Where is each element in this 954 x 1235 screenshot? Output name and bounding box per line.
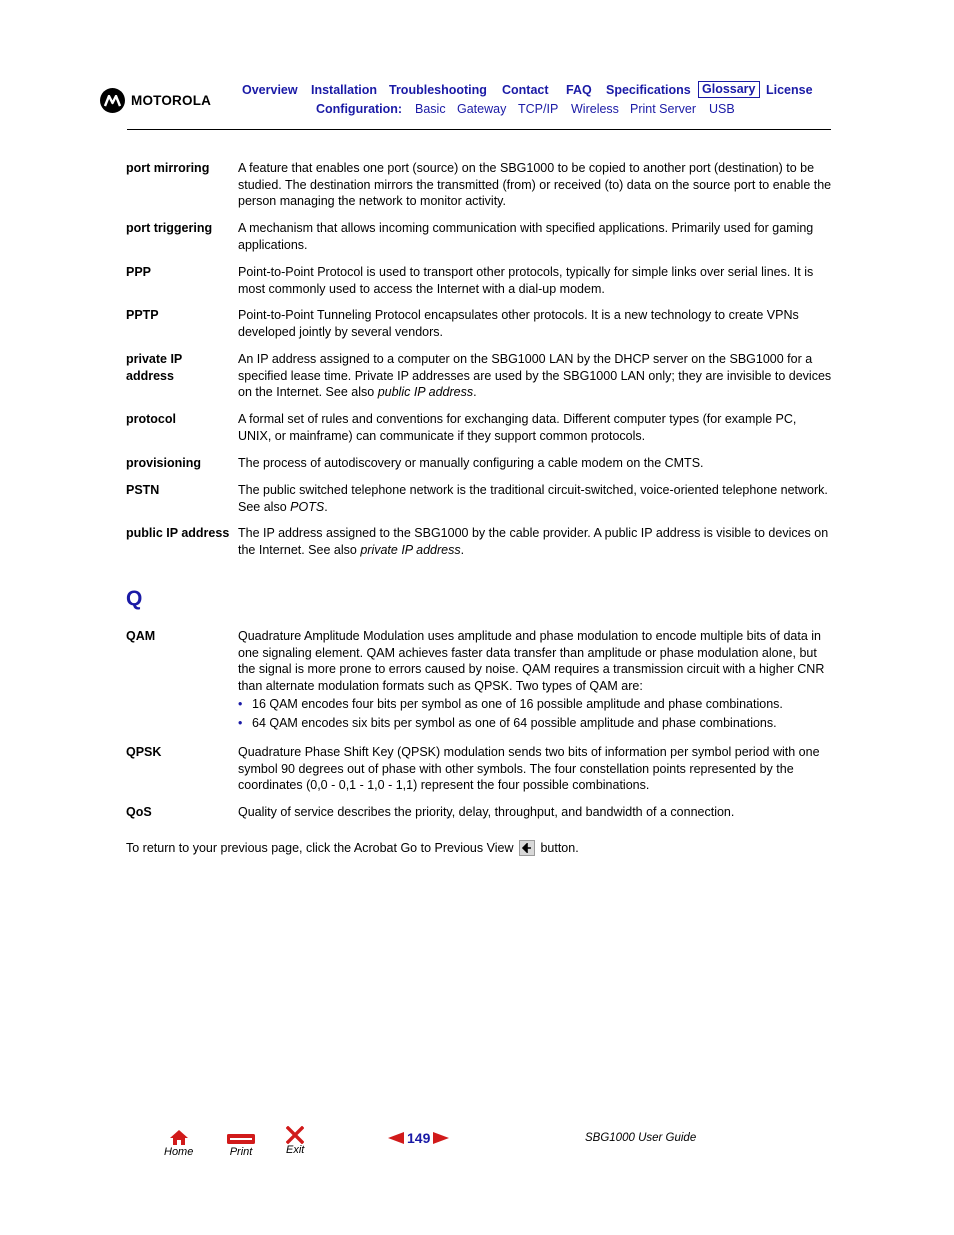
- nav-print-server[interactable]: Print Server: [630, 102, 696, 116]
- nav-basic[interactable]: Basic: [415, 102, 446, 116]
- definition-end: .: [473, 385, 477, 400]
- glossary-term: port mirroring: [126, 161, 210, 175]
- nav-contact[interactable]: Contact: [502, 83, 549, 97]
- list-item-text: 64 QAM encodes six bits per symbol as one of 64 possible amplitude and phase combinations.: [252, 715, 777, 730]
- glossary-definition: A mechanism that allows incoming communication with specified applications. Primarily used for gaming applications.: [238, 221, 814, 252]
- glossary-term: QAM: [126, 629, 156, 643]
- definition-text: An IP address assigned to a computer on the SBG1000 LAN by the DHCP server on the SBG1000 for a specified lease time. Private IP addresses are used by the SBG1000 LAN only; they are invisible to devices on the Internet. See also: [238, 352, 832, 400]
- glossary-term: protocol: [126, 412, 176, 426]
- nav-usb[interactable]: USB: [709, 102, 735, 116]
- definition-end: .: [460, 542, 465, 557]
- glossary-definition: A feature that enables one port (source) on the SBG1000 to be copied to another port (destination) to be studied. The destination mirrors the transmitted (from) or received (to) data on the source port to enable the person managing the network to monitor activity.: [238, 161, 832, 209]
- printer-icon: [226, 1132, 256, 1146]
- see-also-link[interactable]: public IP address: [377, 385, 474, 400]
- glossary-definition: A formal set of rules and conventions for exchanging data. Different computer types (for example PC, UNIX, or mainframe) can communicate if they support common protocols.: [238, 412, 797, 443]
- close-icon: [286, 1126, 304, 1144]
- glossary-term: QPSK: [126, 745, 162, 759]
- nav-license[interactable]: License: [766, 83, 813, 97]
- glossary-definition: Quadrature Phase Shift Key (QPSK) modulation sends two bits of information per symbol period with one symbol 90 degrees out of phase with other symbols. The four constellation points represented by the coordinates (0,0 - 0,1 - 1,0 - 1,1) represent the four possible combinations.: [238, 745, 820, 793]
- glossary-term: PPP: [126, 265, 152, 279]
- list-item-text: 16 QAM encodes four bits per symbol as one of 16 possible amplitude and phase combinations.: [252, 697, 783, 712]
- nav-tcpip[interactable]: TCP/IP: [518, 102, 559, 116]
- glossary-term: public IP address: [126, 526, 230, 540]
- glossary-term: PSTN: [126, 483, 160, 497]
- definition-text: The IP address assigned to the SBG1000 by the cable provider. A public IP address is visible to devices on the Internet. See also: [238, 526, 829, 557]
- return-text: To return to your previous page, click the Acrobat Go to Previous View: [126, 841, 514, 855]
- return-text-end: button.: [540, 841, 579, 855]
- see-also-link[interactable]: private IP address: [360, 542, 461, 557]
- glossary-term: PPTP: [126, 308, 159, 322]
- nav-specifications[interactable]: Specifications: [606, 83, 691, 97]
- return-instruction: [126, 840, 579, 856]
- guide-title: SBG1000 User Guide: [585, 1132, 697, 1144]
- next-page-icon[interactable]: [433, 1132, 449, 1144]
- glossary-definition: [238, 628, 832, 732]
- nav-top: [0, 83, 954, 99]
- brand-name: MOTOROLA: [131, 93, 212, 108]
- home-icon: [169, 1129, 189, 1146]
- config-label: Configuration:: [316, 102, 403, 116]
- exit-button[interactable]: [286, 1126, 304, 1156]
- glossary-definition: Point-to-Point Tunneling Protocol encapsulates other protocols. It is a new technology to create VPNs developed jointly by several vendors.: [238, 308, 799, 339]
- definition-text: Quadrature Amplitude Modulation uses amplitude and phase modulation to encode multiple bits of data in one signaling element. QAM achieves faster data transfer than amplitude or phase modulation alone, but the signal is more prone to errors caused by noise. QAM requires a transmission circuit with a higher CNR than alternate modulation formats such as QPSK. Two types of QAM are:: [238, 629, 825, 693]
- see-also-link[interactable]: POTS: [290, 499, 325, 514]
- previous-view-icon[interactable]: [519, 840, 535, 856]
- definition-text: The public switched telephone network is the traditional circuit-switched, voice-oriented telephone network. See also: [238, 483, 828, 514]
- nav-config: [0, 102, 954, 118]
- glossary-definition: The process of autodiscovery or manually configuring a cable modem on the CMTS.: [238, 456, 704, 470]
- glossary-term: provisioning: [126, 456, 201, 470]
- nav-glossary[interactable]: Glossary: [698, 81, 760, 98]
- glossary-term: QoS: [126, 805, 152, 819]
- previous-page-icon[interactable]: [388, 1132, 404, 1144]
- header-divider: [127, 129, 831, 130]
- nav-troubleshooting[interactable]: Troubleshooting: [389, 83, 487, 97]
- exit-label: Exit: [286, 1144, 305, 1156]
- page-number: 149: [407, 1130, 431, 1146]
- glossary-term: port triggering: [126, 221, 213, 235]
- home-button[interactable]: [164, 1129, 193, 1158]
- print-label: Print: [229, 1146, 253, 1158]
- glossary-definition: Quality of service describes the priority, delay, throughput, and bandwidth of a connection.: [238, 805, 735, 819]
- list-item: [238, 715, 832, 732]
- list-item: [238, 696, 832, 713]
- section-heading-q: Q: [126, 587, 143, 610]
- glossary-definition: Point-to-Point Protocol is used to transport other protocols, typically for simple links over serial lines. It is most commonly used to access the Internet with a dial-up modem.: [238, 265, 814, 296]
- bullet-icon: •: [238, 715, 243, 730]
- glossary-term: private IP address: [126, 352, 183, 383]
- glossary-definition: [238, 351, 832, 401]
- nav-overview[interactable]: Overview: [242, 83, 298, 97]
- nav-installation[interactable]: Installation: [311, 83, 377, 97]
- nav-gateway[interactable]: Gateway: [457, 102, 507, 116]
- glossary-definition: [238, 482, 832, 515]
- print-button[interactable]: [226, 1132, 256, 1158]
- page-navigator: [388, 1130, 449, 1146]
- home-label: Home: [164, 1146, 194, 1158]
- bullet-icon: •: [238, 697, 243, 712]
- glossary-definition: [238, 525, 832, 558]
- nav-faq[interactable]: FAQ: [566, 83, 592, 97]
- definition-end: .: [324, 499, 328, 514]
- nav-wireless[interactable]: Wireless: [571, 102, 619, 116]
